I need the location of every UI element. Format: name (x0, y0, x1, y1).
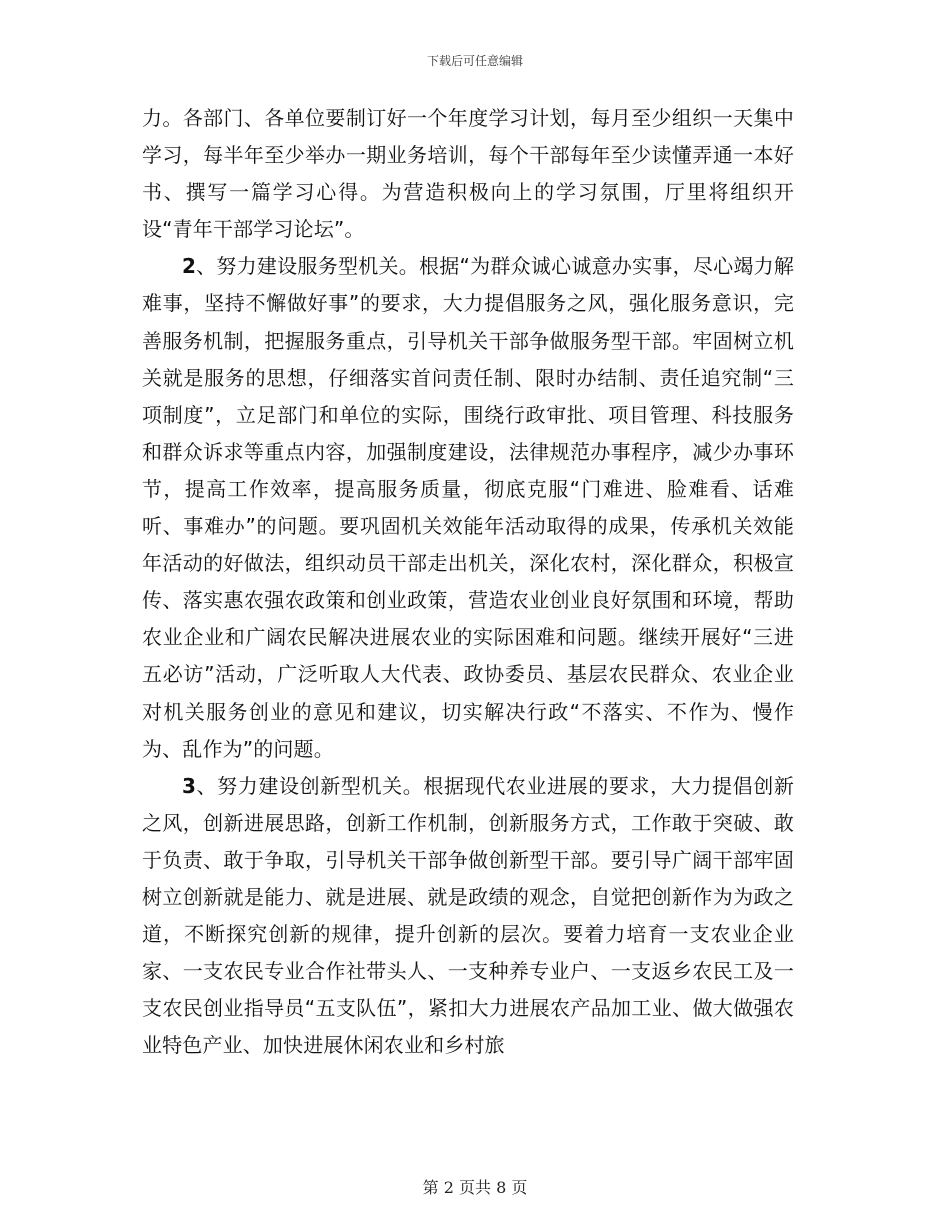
document-body (142, 100, 794, 1064)
paragraph-3-text: 、努力建设创新型机关。根据现代农业进展的要求，大力提倡创新之风，创新进展思路，创新工作机制，创新服务方式，工作敢于突破、敢于负责、敢于争取，引导机关干部争做创新型干部。要引导广阔干部牢固树立创新就是能力、就是进展、就是政绩的观念，自觉把创新作为为政之道，不断探究创新的规律，提升创新的层次。要着力培育一支农业企业家、一支农民专业合作社带头人、一支种养专业户、一支返乡农民工及一支农民创业指导员“五支队伍”，紧扣大力进展农产品加工业、做大做强农业特色产业、加快进展休闲农业和乡村旅 (142, 773, 794, 1058)
paragraph-3 (142, 768, 794, 1065)
paragraph-1: 力。各部门、各单位要制订好一个年度学习计划，每月至少组织一天集中学习，每半年至少举办一期业务培训，每个干部每年至少读懂弄通一本好书、撰写一篇学习心得。为营造积极向上的学习氛围，厅里将组织开设“青年干部学习论坛”。 (142, 106, 794, 242)
paragraph-3-number: 3 (182, 773, 197, 798)
paragraph-2-text: 、努力建设服务型机关。根据“为群众诚心诚意办实事，尽心竭力解难事，坚持不懈做好事”的要求，大力提倡服务之风，强化服务意识，完善服务机制，把握服务重点，引导机关干部争做服务型干部。牢固树立机关就是服务的思想，仔细落实首问责任制、限时办结制、责任追究制“三项制度”，立足部门和单位的实际，围绕行政审批、项目管理、科技服务和群众诉求等重点内容，加强制度建设，法律规范办事程序，减少办事环节，提高工作效率，提高服务质量，彻底克服“门难进、脸难看、话难听、事难办”的问题。要巩固机关效能年活动取得的成果，传承机关效能年活动的好做法，组织动员干部走出机关，深化农村，深化群众，积极宣传、落实惠农强农政策和创业政策，营造农业创业良好氛围和环境，帮助农业企业和广阔农民解决进展农业的实际困难和问题。继续开展好“三进五必访”活动，广泛听取人大代表、政协委员、基层农民群众、农业企业对机关服务创业的意见和建议，切实解决行政“不落实、不作为、慢作为、乱作为”的问题。 (142, 254, 794, 761)
page-header: 下载后可任意编辑 (426, 54, 523, 68)
paragraph-2 (142, 248, 794, 767)
page-footer: 第 2 页共 8 页 (422, 1178, 528, 1197)
paragraph-2-number: 2 (182, 254, 197, 279)
